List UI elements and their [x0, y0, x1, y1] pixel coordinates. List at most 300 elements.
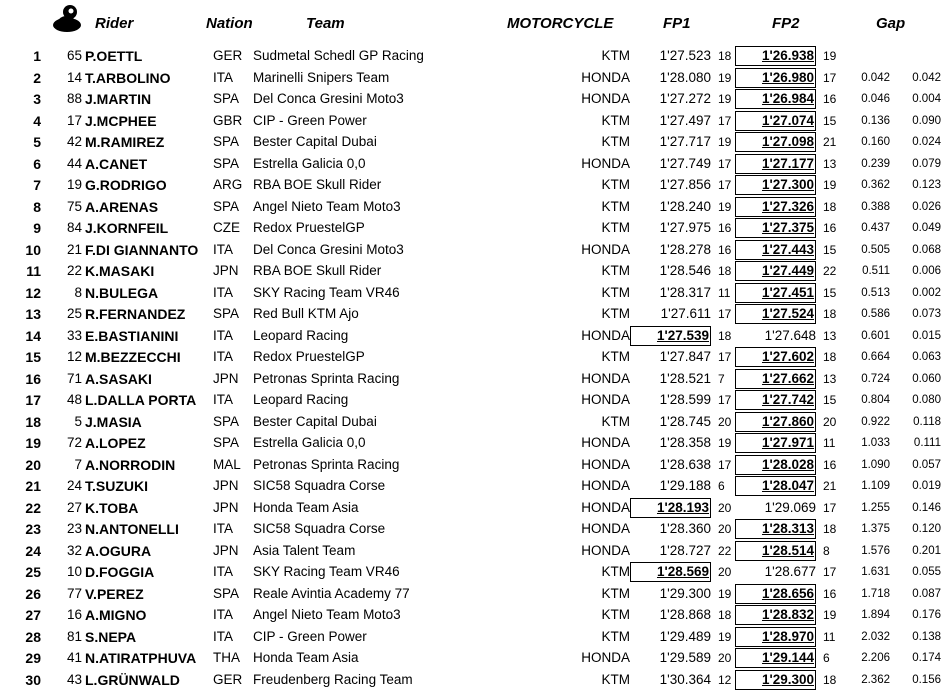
rider-number-cell: 81 — [66, 628, 82, 644]
position-cell: 6 — [33, 155, 41, 172]
rider-name-cell: M.BEZZECCHI — [85, 349, 181, 365]
fp2-laps-cell: 17 — [823, 500, 837, 515]
team-cell: Honda Team Asia — [253, 499, 359, 515]
table-row — [0, 412, 950, 434]
fp1-time-cell: 1'27.272 — [659, 91, 711, 106]
table-row — [0, 304, 950, 326]
rider-name-cell: A.OGURA — [85, 542, 152, 559]
fp1-laps-cell: 16 — [718, 242, 732, 257]
position-cell: 11 — [26, 263, 41, 279]
rider-number-cell: 88 — [66, 91, 82, 106]
fp2-laps-cell: 18 — [823, 199, 837, 214]
fp1-laps-cell: 19 — [718, 586, 732, 601]
nation-cell: THA — [213, 650, 240, 665]
fp1-laps-cell: 6 — [718, 479, 725, 493]
rider-number-cell: 17 — [66, 112, 82, 128]
position-cell: 28 — [25, 628, 41, 645]
team-cell: Marinelli Snipers Team — [253, 69, 390, 85]
position-cell: 10 — [25, 241, 41, 258]
team-cell: Estrella Galicia 0,0 — [253, 155, 366, 171]
team-cell: RBA BOE Skull Rider — [253, 177, 382, 192]
fp2-time-cell: 1'28.514 — [735, 541, 816, 561]
rider-number-cell: 25 — [66, 306, 82, 321]
fp1-laps-cell: 20 — [718, 565, 732, 579]
rider-name-cell: F.DI GIANNANTO — [85, 241, 199, 258]
table-row — [0, 670, 950, 692]
fp2-time-cell: 1'29.300 — [735, 670, 816, 690]
fp1-time-cell: 1'28.360 — [659, 521, 711, 536]
fp2-laps-cell: 16 — [823, 586, 837, 601]
gap-first-cell: 0.362 — [861, 179, 890, 191]
fp2-time-cell: 1'28.677 — [764, 564, 816, 579]
gap-previous-cell: 0.111 — [913, 437, 941, 449]
fp2-time-cell: 1'28.313 — [735, 519, 816, 539]
fp1-laps-cell: 18 — [718, 608, 732, 622]
motorcycle-cell: HONDA — [581, 155, 630, 171]
rider-number-cell: 71 — [66, 370, 82, 386]
nation-cell: SPA — [213, 306, 240, 321]
gap-first-cell: 2.206 — [861, 652, 890, 664]
motorcycle-cell: KTM — [601, 134, 630, 149]
team-cell: Leopard Racing — [253, 392, 349, 407]
fp1-time-cell: 1'28.278 — [659, 241, 711, 257]
gap-previous-cell: 0.019 — [912, 480, 941, 492]
table-row — [0, 154, 950, 176]
motorcycle-cell: KTM — [601, 349, 630, 364]
fp2-time-cell: 1'27.648 — [764, 327, 816, 343]
team-cell: Petronas Sprinta Racing — [253, 370, 400, 386]
team-cell: SIC58 Squadra Corse — [253, 521, 386, 536]
fp1-time-cell: 1'28.080 — [659, 69, 711, 85]
gap-first-cell: 0.437 — [861, 222, 890, 234]
position-cell: 18 — [25, 413, 41, 430]
gap-first-cell: 0.586 — [861, 308, 890, 320]
fp1-laps-cell: 17 — [718, 393, 732, 407]
position-cell: 15 — [25, 349, 41, 365]
fp2-time-cell: 1'27.177 — [735, 154, 816, 174]
rider-name-cell: A.CANET — [85, 155, 148, 172]
team-cell: Angel Nieto Team Moto3 — [253, 198, 401, 214]
fp2-time-cell: 1'28.832 — [735, 605, 816, 625]
gap-first-cell: 1.033 — [861, 437, 890, 449]
motorcycle-cell: KTM — [601, 564, 630, 579]
team-cell: SKY Racing Team VR46 — [253, 284, 400, 300]
gap-previous-cell: 0.087 — [912, 587, 941, 600]
fp1-laps-cell: 18 — [718, 264, 732, 278]
rider-number-cell: 24 — [66, 478, 82, 493]
table-row — [0, 111, 950, 133]
fp1-time-cell: 1'28.358 — [659, 435, 711, 450]
gap-previous-cell: 0.123 — [912, 179, 941, 191]
rider-name-cell: A.ARENAS — [85, 198, 159, 215]
fp2-time-cell: 1'27.074 — [735, 111, 816, 131]
rider-name-cell: A.LOPEZ — [85, 435, 146, 451]
table-row — [0, 584, 950, 606]
gap-previous-cell: 0.138 — [912, 630, 941, 643]
nation-cell: SPA — [213, 155, 240, 171]
position-cell: 27 — [25, 607, 41, 623]
fp1-time-cell: 1'28.745 — [659, 413, 711, 429]
gap-previous-cell: 0.004 — [912, 93, 941, 105]
nation-cell: GER — [213, 48, 243, 63]
position-cell: 14 — [25, 327, 41, 344]
team-cell: Asia Talent Team — [253, 542, 356, 558]
fp2-laps-cell: 13 — [823, 328, 837, 343]
fp2-laps-cell: 17 — [823, 70, 837, 85]
gap-first-cell: 0.513 — [861, 286, 890, 299]
gap-previous-cell: 0.063 — [912, 351, 941, 363]
fp2-time-cell: 1'27.971 — [735, 433, 816, 453]
gap-previous-cell: 0.006 — [912, 265, 941, 277]
position-cell: 25 — [25, 564, 41, 580]
gap-previous-cell: 0.026 — [912, 200, 941, 213]
team-cell: Freudenberg Racing Team — [253, 671, 413, 687]
nation-cell: SPA — [213, 413, 240, 429]
rider-name-cell: T.SUZUKI — [85, 478, 148, 494]
rider-number-cell: 84 — [66, 220, 82, 235]
rider-number-cell: 10 — [66, 564, 82, 579]
fp2-time-cell: 1'27.375 — [735, 218, 816, 238]
fp1-laps-cell: 17 — [718, 457, 732, 472]
rider-name-cell: V.PEREZ — [85, 585, 144, 602]
motorcycle-cell: KTM — [601, 413, 630, 429]
fp1-time-cell: 1'28.317 — [659, 284, 711, 300]
motorcycle-cell: KTM — [601, 284, 630, 300]
table-row — [0, 240, 950, 262]
table-row — [0, 46, 950, 68]
fp1-laps-cell: 17 — [718, 178, 732, 192]
fp2-laps-cell: 22 — [823, 264, 837, 278]
gap-previous-cell: 0.049 — [912, 222, 941, 234]
fp1-laps-cell: 7 — [718, 371, 725, 386]
motorcycle-cell: KTM — [601, 112, 630, 128]
gap-first-cell: 2.362 — [861, 673, 890, 686]
fp2-time-cell: 1'27.860 — [735, 412, 816, 432]
rider-number-cell: 27 — [66, 499, 82, 515]
motorcycle-cell: KTM — [601, 177, 630, 192]
nation-cell: ITA — [213, 521, 233, 536]
motorcycle-cell: HONDA — [581, 521, 630, 536]
rider-name-cell: K.MASAKI — [85, 263, 155, 279]
motorcycle-cell: KTM — [601, 585, 630, 601]
rider-name-cell: M.RAMIREZ — [85, 134, 165, 150]
table-row — [0, 369, 950, 391]
fp1-laps-cell: 20 — [718, 522, 732, 536]
nation-cell: JPN — [213, 499, 239, 515]
fp1-time-cell: 1'28.638 — [659, 456, 711, 472]
fp2-time-cell: 1'26.938 — [735, 46, 816, 66]
fp1-time-cell: 1'28.569 — [630, 562, 711, 582]
nation-cell: MAL — [213, 456, 241, 472]
position-cell: 1 — [33, 48, 41, 64]
position-cell: 12 — [25, 284, 41, 301]
rider-name-cell: L.DALLA PORTA — [85, 392, 197, 408]
fp1-laps-cell: 19 — [718, 629, 732, 644]
table-row — [0, 648, 950, 670]
gap-previous-cell: 0.060 — [912, 372, 941, 385]
table-row — [0, 476, 950, 498]
rider-number-cell: 8 — [74, 284, 82, 300]
fp1-time-cell: 1'28.868 — [659, 607, 711, 622]
gap-first-cell: 0.042 — [861, 71, 890, 84]
gap-first-cell: 0.804 — [861, 394, 890, 406]
header-nation: Nation — [206, 15, 253, 32]
position-cell: 23 — [25, 521, 41, 537]
team-cell: Sudmetal Schedl GP Racing — [253, 48, 424, 63]
fp2-time-cell: 1'28.028 — [735, 455, 816, 475]
header-team: Team — [306, 15, 345, 32]
rider-name-cell: J.MASIA — [85, 413, 142, 430]
header-fp1: FP1 — [663, 15, 691, 32]
fp1-time-cell: 1'27.717 — [659, 134, 711, 149]
team-cell: Red Bull KTM Ajo — [253, 306, 359, 321]
table-row — [0, 89, 950, 111]
fp1-laps-cell: 16 — [718, 221, 732, 235]
fp1-time-cell: 1'27.856 — [659, 177, 711, 192]
rider-name-cell: N.BULEGA — [85, 284, 159, 301]
motorcycle-cell: HONDA — [581, 456, 630, 472]
position-cell: 9 — [33, 220, 41, 236]
fp2-laps-cell: 8 — [823, 543, 830, 558]
fp2-time-cell: 1'28.970 — [735, 627, 816, 647]
nation-cell: JPN — [213, 370, 239, 386]
fp2-time-cell: 1'27.524 — [735, 304, 816, 324]
fp2-laps-cell: 16 — [823, 92, 837, 106]
gap-first-cell: 0.046 — [861, 93, 890, 105]
nation-cell: JPN — [213, 263, 239, 278]
fp2-time-cell: 1'26.984 — [735, 89, 816, 109]
table-row — [0, 390, 950, 412]
fp1-time-cell: 1'28.727 — [659, 542, 711, 558]
rider-number-cell: 33 — [66, 327, 82, 343]
fp1-time-cell: 1'29.589 — [659, 650, 711, 665]
position-cell: 22 — [25, 499, 41, 516]
motorcycle-cell: HONDA — [581, 650, 630, 665]
gap-first-cell: 0.664 — [861, 351, 890, 363]
fp1-time-cell: 1'30.364 — [659, 671, 711, 687]
fp2-time-cell: 1'27.098 — [735, 132, 816, 152]
fp1-laps-cell: 19 — [718, 135, 732, 149]
nation-cell: JPN — [213, 542, 239, 558]
motorbike-rider-icon — [50, 3, 86, 33]
table-row — [0, 605, 950, 627]
fp1-laps-cell: 18 — [718, 49, 732, 63]
rider-number-cell: 72 — [66, 435, 82, 450]
fp2-laps-cell: 21 — [823, 479, 837, 493]
nation-cell: ITA — [213, 564, 233, 579]
fp2-laps-cell: 15 — [823, 285, 837, 300]
rider-name-cell: T.ARBOLINO — [85, 69, 171, 86]
fp1-laps-cell: 17 — [718, 113, 732, 128]
nation-cell: SPA — [213, 134, 240, 149]
fp1-laps-cell: 19 — [718, 70, 732, 85]
fp2-laps-cell: 13 — [823, 156, 837, 171]
rider-name-cell: A.SASAKI — [85, 370, 152, 387]
rider-number-cell: 19 — [66, 177, 82, 192]
motorcycle-cell: HONDA — [581, 542, 630, 558]
rider-name-cell: A.MIGNO — [85, 607, 147, 623]
fp1-laps-cell: 17 — [718, 156, 732, 171]
fp1-time-cell: 1'27.847 — [659, 349, 711, 364]
table-header — [0, 0, 950, 34]
team-cell: Honda Team Asia — [253, 650, 359, 665]
gap-previous-cell: 0.002 — [912, 286, 941, 299]
fp2-time-cell: 1'27.602 — [735, 347, 816, 367]
team-cell: Del Conca Gresini Moto3 — [253, 91, 404, 106]
fp1-time-cell: 1'28.193 — [630, 498, 711, 518]
fp1-laps-cell: 19 — [718, 92, 732, 106]
position-cell: 3 — [33, 91, 41, 107]
nation-cell: SPA — [213, 198, 240, 214]
fp2-time-cell: 1'28.047 — [735, 476, 816, 496]
rider-number-cell: 12 — [66, 349, 82, 364]
rider-name-cell: R.FERNANDEZ — [85, 306, 186, 322]
position-cell: 30 — [25, 671, 41, 688]
fp2-laps-cell: 19 — [823, 178, 837, 192]
position-cell: 7 — [33, 177, 41, 193]
gap-first-cell: 0.922 — [861, 415, 890, 428]
rider-name-cell: J.KORNFEIL — [85, 220, 169, 236]
fp2-time-cell: 1'28.656 — [735, 584, 816, 604]
rider-number-cell: 42 — [66, 134, 82, 149]
gap-previous-cell: 0.055 — [912, 566, 941, 578]
team-cell: SKY Racing Team VR46 — [253, 564, 400, 579]
fp2-time-cell: 1'27.451 — [735, 283, 816, 303]
rider-number-cell: 21 — [66, 241, 82, 257]
table-row — [0, 261, 950, 283]
team-cell: RBA BOE Skull Rider — [253, 263, 382, 278]
gap-previous-cell: 0.156 — [912, 673, 941, 686]
rider-name-cell: S.NEPA — [85, 628, 137, 645]
gap-first-cell: 1.718 — [861, 587, 890, 600]
gap-first-cell: 1.631 — [861, 566, 890, 578]
gap-first-cell: 1.090 — [861, 458, 890, 471]
gap-previous-cell: 0.057 — [912, 458, 941, 471]
fp1-time-cell: 1'27.611 — [660, 306, 711, 321]
rider-number-cell: 44 — [66, 155, 82, 171]
team-cell: SIC58 Squadra Corse — [253, 478, 386, 493]
rider-number-cell: 22 — [66, 263, 82, 278]
fp1-time-cell: 1'29.188 — [659, 478, 711, 493]
rider-name-cell: G.RODRIGO — [85, 177, 167, 193]
gap-first-cell: 1.576 — [861, 544, 890, 557]
fp1-laps-cell: 22 — [718, 543, 732, 558]
team-cell: Del Conca Gresini Moto3 — [253, 241, 404, 257]
gap-previous-cell: 0.174 — [912, 652, 941, 664]
header-rider: Rider — [95, 15, 134, 32]
gap-first-cell: 0.388 — [861, 200, 890, 213]
gap-first-cell: 0.601 — [861, 329, 890, 342]
nation-cell: SPA — [213, 585, 240, 601]
table-row — [0, 218, 950, 240]
motorcycle-cell: HONDA — [581, 241, 630, 257]
fp1-time-cell: 1'27.497 — [659, 112, 711, 128]
gap-first-cell: 1.894 — [861, 609, 890, 621]
motorcycle-cell: KTM — [601, 220, 630, 235]
position-cell: 16 — [25, 370, 41, 387]
team-cell: Reale Avintia Academy 77 — [253, 585, 410, 601]
fp2-laps-cell: 6 — [823, 651, 830, 665]
rider-number-cell: 23 — [66, 521, 82, 536]
fp1-laps-cell: 11 — [718, 285, 731, 300]
fp2-time-cell: 1'27.300 — [735, 175, 816, 195]
fp2-laps-cell: 11 — [823, 629, 836, 644]
nation-cell: JPN — [213, 478, 239, 493]
fp2-laps-cell: 15 — [823, 242, 837, 257]
gap-previous-cell: 0.176 — [912, 609, 941, 621]
results-table — [0, 46, 950, 691]
position-cell: 2 — [33, 69, 41, 86]
team-cell: CIP - Green Power — [253, 628, 367, 644]
fp2-laps-cell: 15 — [823, 113, 837, 128]
nation-cell: ARG — [213, 177, 243, 192]
fp2-laps-cell: 18 — [823, 672, 837, 687]
fp2-laps-cell: 17 — [823, 565, 837, 579]
rider-number-cell: 43 — [66, 671, 82, 687]
motorcycle-cell: HONDA — [581, 327, 630, 343]
nation-cell: ITA — [213, 392, 233, 407]
fp2-time-cell: 1'27.326 — [735, 197, 816, 217]
team-cell: CIP - Green Power — [253, 112, 367, 128]
table-row — [0, 283, 950, 305]
fp1-laps-cell: 20 — [718, 651, 732, 665]
fp2-time-cell: 1'29.069 — [764, 499, 816, 515]
gap-previous-cell: 0.024 — [912, 136, 941, 148]
gap-previous-cell: 0.146 — [912, 501, 941, 514]
rider-number-cell: 48 — [66, 392, 82, 407]
gap-previous-cell: 0.015 — [912, 329, 941, 342]
table-row — [0, 455, 950, 477]
position-cell: 20 — [25, 456, 41, 473]
position-cell: 21 — [25, 478, 41, 494]
nation-cell: SPA — [213, 435, 240, 450]
position-cell: 29 — [25, 650, 41, 666]
table-row — [0, 197, 950, 219]
team-cell: Redox PruestelGP — [253, 349, 365, 364]
nation-cell: GBR — [213, 112, 243, 128]
table-row — [0, 519, 950, 541]
fp2-laps-cell: 19 — [823, 608, 837, 622]
nation-cell: ITA — [213, 284, 233, 300]
fp1-laps-cell: 17 — [718, 307, 732, 321]
rider-name-cell: D.FOGGIA — [85, 564, 155, 580]
fp1-laps-cell: 20 — [718, 414, 732, 429]
motorcycle-cell: HONDA — [581, 69, 630, 85]
gap-first-cell: 2.032 — [861, 630, 890, 643]
fp2-laps-cell: 20 — [823, 414, 837, 429]
motorcycle-cell: KTM — [601, 671, 630, 687]
gap-previous-cell: 0.079 — [912, 157, 941, 170]
rider-name-cell: L.GRÜNWALD — [85, 671, 180, 688]
rider-number-cell: 16 — [66, 607, 82, 622]
fp2-laps-cell: 21 — [823, 135, 837, 149]
gap-first-cell: 1.109 — [861, 480, 890, 492]
gap-first-cell: 0.724 — [861, 372, 890, 385]
header-fp2: FP2 — [772, 15, 800, 32]
motorcycle-cell: KTM — [601, 306, 630, 321]
position-cell: 8 — [33, 198, 41, 215]
rider-name-cell: A.NORRODIN — [85, 456, 176, 473]
nation-cell: CZE — [213, 220, 240, 235]
motorcycle-cell: HONDA — [581, 435, 630, 450]
fp1-time-cell: 1'29.300 — [659, 585, 711, 601]
fp1-laps-cell: 20 — [718, 500, 732, 515]
rider-name-cell: J.MARTIN — [85, 91, 152, 107]
fp1-time-cell: 1'28.546 — [659, 263, 711, 278]
position-cell: 5 — [33, 134, 41, 150]
motorcycle-cell: HONDA — [581, 499, 630, 515]
nation-cell: ITA — [213, 628, 233, 644]
